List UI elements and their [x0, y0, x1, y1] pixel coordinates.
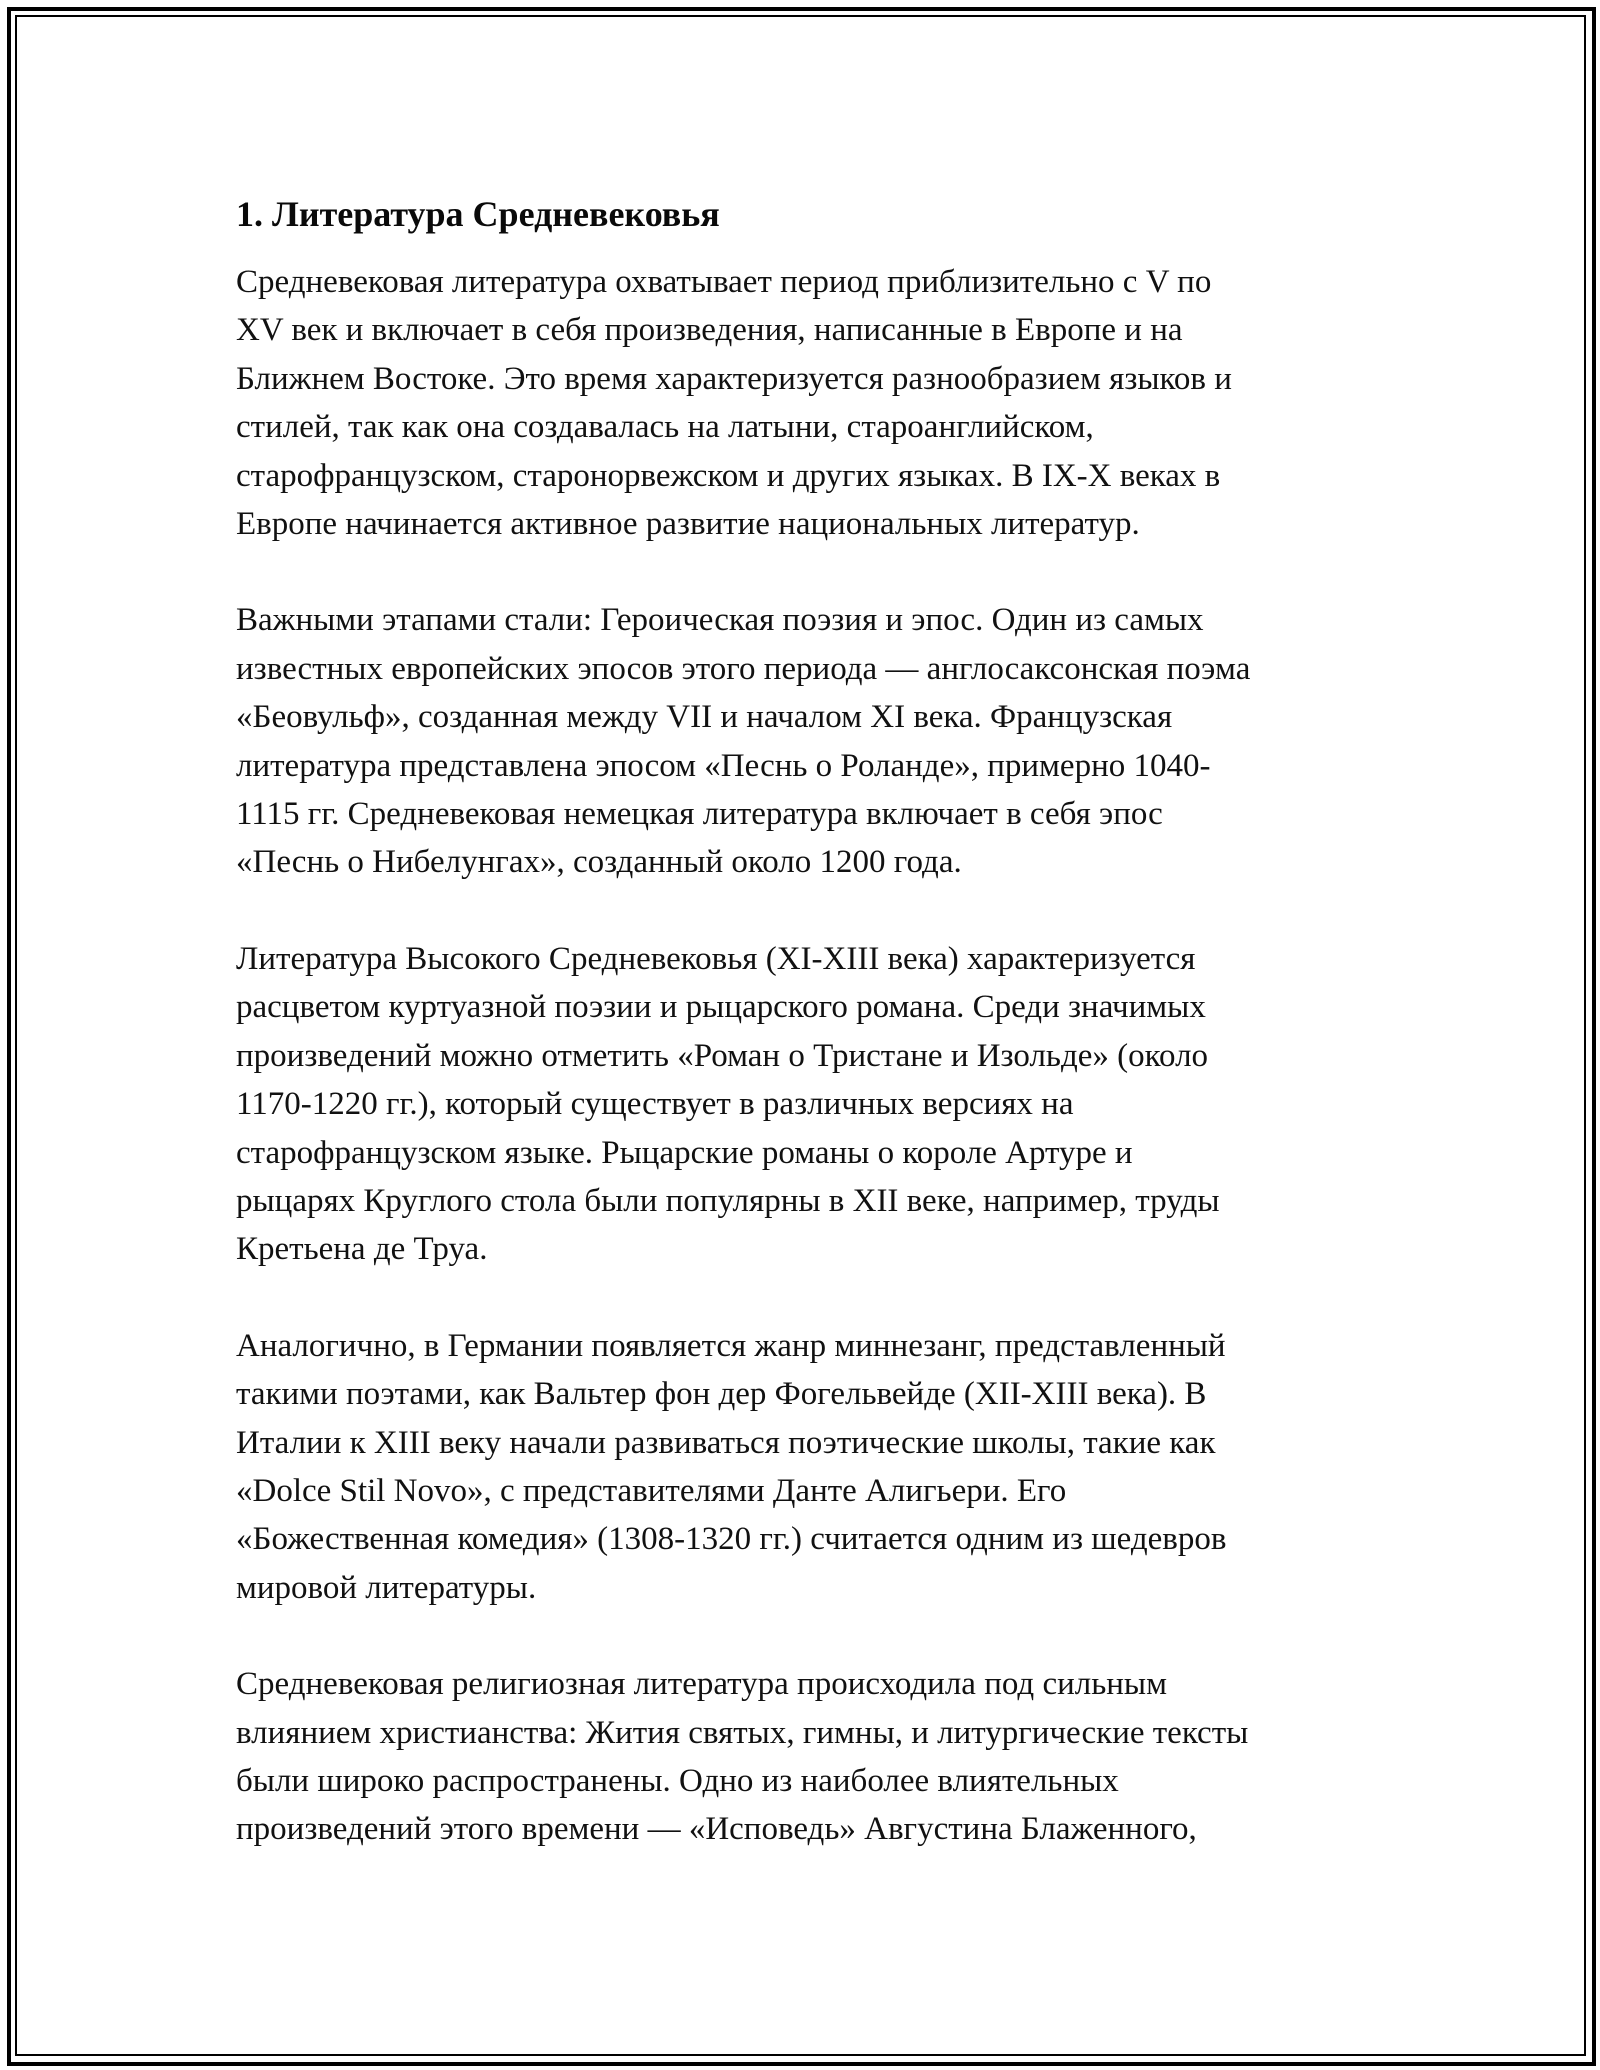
text-line: Аналогично, в Германии появляется жанр миннезанг, представленный — [236, 1327, 1226, 1364]
text-line: «Dolce Stil Novo», с представителями Данте Алигьери. Его — [236, 1472, 1067, 1509]
text-line: произведений этого времени — «Исповедь» Августина Блаженного, — [236, 1811, 1197, 1848]
text-line: рыцарях Круглого стола были популярны в XII веке, например, труды — [236, 1182, 1220, 1219]
text-line: Ближнем Востоке. Это время характеризуется разнообразием языков и — [236, 360, 1232, 397]
text-line: известных европейских эпосов этого периода — англосаксонская поэма — [236, 650, 1251, 687]
text-line: такими поэтами, как Вальтер фон дер Фогельвейде (XII-XIII века). В — [236, 1376, 1207, 1413]
paragraph-4 — [236, 1322, 1406, 1612]
text-line: 1115 гг. Средневековая немецкая литература включает в себя эпос — [236, 796, 1163, 833]
text-line: «Божественная комедия» (1308-1320 гг.) считается одним из шедевров — [236, 1521, 1227, 1558]
text-line: произведений можно отметить «Роман о Тристане и Изольде» (около — [236, 1037, 1209, 1074]
paragraph-5 — [236, 1660, 1406, 1854]
text-line: «Песнь о Нибелунгах», созданный около 1200 года. — [236, 844, 962, 881]
text-line: Важными этапами стали: Героическая поэзия и эпос. Один из самых — [236, 602, 1204, 639]
paragraph-2 — [236, 596, 1406, 886]
text-line: «Беовульф», созданная между VII и началом XI века. Французская — [236, 699, 1173, 736]
text-line: старофранцузском, старонорвежском и других языках. В IX-X веках в — [236, 457, 1221, 494]
document-body — [236, 190, 1406, 1902]
text-line: были широко распространены. Одно из наиболее влиятельных — [236, 1762, 1119, 1799]
text-line: Литература Высокого Средневековья (XI-XIII века) характеризуется — [236, 940, 1196, 977]
text-line: Италии к XIII веку начали развиваться поэтические школы, такие как — [236, 1424, 1216, 1461]
text-line: стилей, так как она создавалась на латыни, староанглийском, — [236, 409, 1094, 446]
text-line: Кретьена де Труа. — [236, 1231, 488, 1268]
text-line: Средневековая религиозная литература происходила под сильным — [236, 1666, 1167, 1703]
text-line: старофранцузском языке. Рыцарские романы о короле Артуре и — [236, 1134, 1133, 1171]
text-line: Средневековая литература охватывает период приблизительно с V по — [236, 264, 1212, 300]
paragraph-1 — [236, 258, 1406, 548]
text-line: литература представлена эпосом «Песнь о Роланде», примерно 1040- — [236, 747, 1211, 784]
section-heading: 1. Литература Средневековья — [236, 194, 720, 234]
text-line: Европе начинается активное развитие национальных литератур. — [236, 506, 1140, 543]
paragraph-3 — [236, 935, 1406, 1274]
text-line: 1170-1220 гг.), который существует в различных версиях на — [236, 1086, 1074, 1123]
text-line: влиянием христианства: Жития святых, гимны, и литургические тексты — [236, 1714, 1249, 1751]
text-line: XV век и включает в себя произведения, написанные в Европе и на — [236, 312, 1183, 349]
text-line: расцветом куртуазной поэзии и рыцарского романа. Среди значимых — [236, 989, 1206, 1026]
text-line: мировой литературы. — [236, 1569, 537, 1606]
